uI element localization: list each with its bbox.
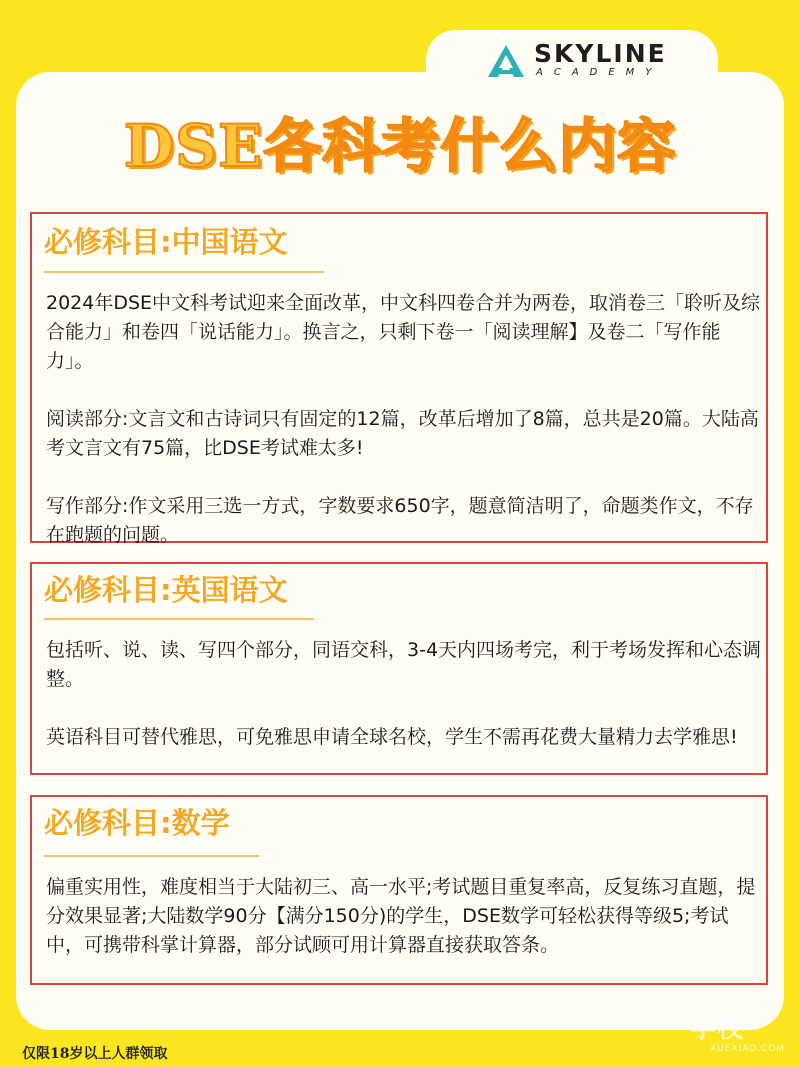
section-math	[30, 795, 768, 985]
watermark-logo: 学校	[690, 1014, 745, 1044]
paragraph: 2024年DSE中文科考试迎来全面改革，中文科四卷合并为两卷，取消卷三「聆听及综合能力」和卷四「说话能力」。换言之，只剩下卷一「阅读理解】及卷二「写作能力」。	[46, 292, 761, 372]
paragraph: 写作部分:作文采用三选一方式，字数要求650字，题意简洁明了，命题类作文，不存在跑题的问题。	[46, 495, 754, 546]
section-title: 必修科目:中国语文	[44, 225, 288, 259]
paragraph: 偏重实用性，难度相当于大陆初三、高一水平;考试题目重复率高，反复练习直题，提分效果显著;大陆数学90分【满分150分)的学生，DSE数学可轻松获得等级5;考试中，可携带科掌计算器，部分试顾可用计算器直接获取答条。	[46, 876, 756, 956]
section-title-underline	[44, 618, 314, 620]
footer-note: 仅限18岁以上人群领取	[22, 1046, 168, 1062]
section-chinese	[30, 212, 768, 546]
brand-logo	[486, 40, 696, 84]
section-english	[30, 562, 768, 775]
watermark-url: XUEXIAO.COM	[710, 1044, 785, 1054]
section-body	[46, 289, 762, 550]
paragraph: 英语科目可替代雅思，可免雅思申请全球名校，学生不需再花费大量精力去学雅思!	[46, 726, 738, 748]
mountain-logo-icon	[486, 43, 526, 79]
section-title: 必修科目:数学	[44, 806, 230, 840]
page-title: DSE各科考什么内容	[123, 112, 677, 180]
section-body	[46, 873, 762, 960]
section-title: 必修科目:英国语文	[44, 573, 288, 607]
paragraph: 包括听、说、读、写四个部分，同语交科，3-4天内四场考完，利于考场发挥和心态调整。	[46, 639, 762, 690]
section-title-underline	[44, 271, 324, 273]
section-title-underline	[44, 855, 259, 857]
paragraph: 阅读部分:文言文和古诗词只有固定的12篇，改革后增加了8篇，总共是20篇。大陆高考文言文有75篇，比DSE考试难太多!	[46, 408, 759, 459]
logo-subtitle: ACADEMY	[536, 67, 663, 78]
logo-name: SKYLINE	[534, 39, 667, 68]
section-body	[46, 636, 762, 752]
